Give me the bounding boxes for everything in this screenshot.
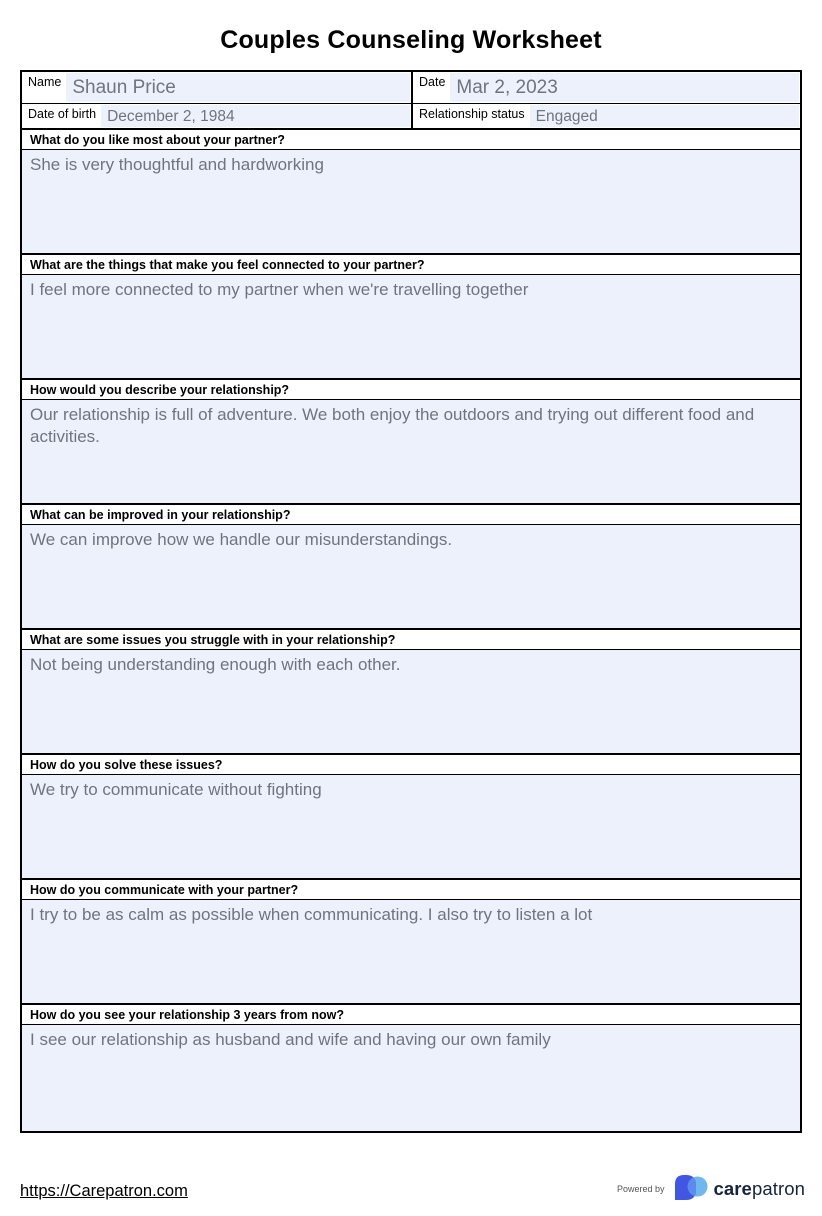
field-name-label: Name	[28, 75, 62, 89]
question-8-label: How do you see your relationship 3 years from now?	[22, 1005, 800, 1025]
section-issues	[22, 630, 800, 755]
section-solve-issues	[22, 755, 800, 880]
field-date-of-birth	[22, 104, 411, 128]
field-relationship-status-value[interactable]: Engaged	[530, 105, 799, 127]
question-6-label: How do you solve these issues?	[22, 755, 800, 775]
answer-5-field[interactable]: Not being understanding enough with each other.	[22, 650, 800, 755]
worksheet-form	[20, 70, 802, 1133]
answer-4-field[interactable]: We can improve how we handle our misunderstandings.	[22, 525, 800, 630]
powered-by-label: Powered by	[616, 1184, 665, 1194]
brand-care: care	[713, 1178, 752, 1199]
answer-1-field[interactable]: She is very thoughtful and hardworking	[22, 150, 800, 255]
carepatron-logo-icon	[672, 1173, 709, 1205]
answer-2-field[interactable]: I feel more connected to my partner when we're travelling together	[22, 275, 800, 380]
section-three-years	[22, 1005, 800, 1131]
brand-patron: patron	[751, 1178, 805, 1199]
info-row-top	[22, 72, 800, 104]
answer-6-field[interactable]: We try to communicate without fighting	[22, 775, 800, 880]
field-date-of-birth-value[interactable]: December 2, 1984	[101, 105, 410, 127]
section-communicate	[22, 880, 800, 1005]
field-date-value[interactable]: Mar 2, 2023	[450, 73, 799, 102]
field-relationship-status	[411, 104, 800, 128]
question-3-label: How would you describe your relationship?	[22, 380, 800, 400]
field-date	[411, 72, 800, 103]
field-name-value[interactable]: Shaun Price	[66, 73, 410, 102]
answer-3-field[interactable]: Our relationship is full of adventure. We both enjoy the outdoors and trying out different food and activities.	[22, 400, 800, 505]
question-7-label: How do you communicate with your partner?	[22, 880, 800, 900]
powered-by-block	[617, 1172, 805, 1206]
question-2-label: What are the things that make you feel connected to your partner?	[22, 255, 800, 275]
section-feel-connected	[22, 255, 800, 380]
info-row-bottom	[22, 104, 800, 130]
field-date-of-birth-label: Date of birth	[28, 107, 97, 121]
answer-8-field[interactable]: I see our relationship as husband and wife and having our own family	[22, 1025, 800, 1131]
question-5-label: What are some issues you struggle with in your relationship?	[22, 630, 800, 650]
page-title: Couples Counseling Worksheet	[220, 26, 602, 54]
field-relationship-status-label: Relationship status	[419, 107, 525, 121]
carepatron-link[interactable]: https://Carepatron.com	[20, 1182, 188, 1200]
carepatron-wordmark	[713, 1178, 805, 1200]
answer-7-field[interactable]: I try to be as calm as possible when communicating. I also try to listen a lot	[22, 900, 800, 1005]
section-describe-relationship	[22, 380, 800, 505]
question-1-label: What do you like most about your partner?	[22, 130, 800, 150]
section-improve	[22, 505, 800, 630]
field-date-label: Date	[419, 75, 446, 89]
section-like-most	[22, 130, 800, 255]
field-name	[22, 72, 411, 103]
question-4-label: What can be improved in your relationship?	[22, 505, 800, 525]
